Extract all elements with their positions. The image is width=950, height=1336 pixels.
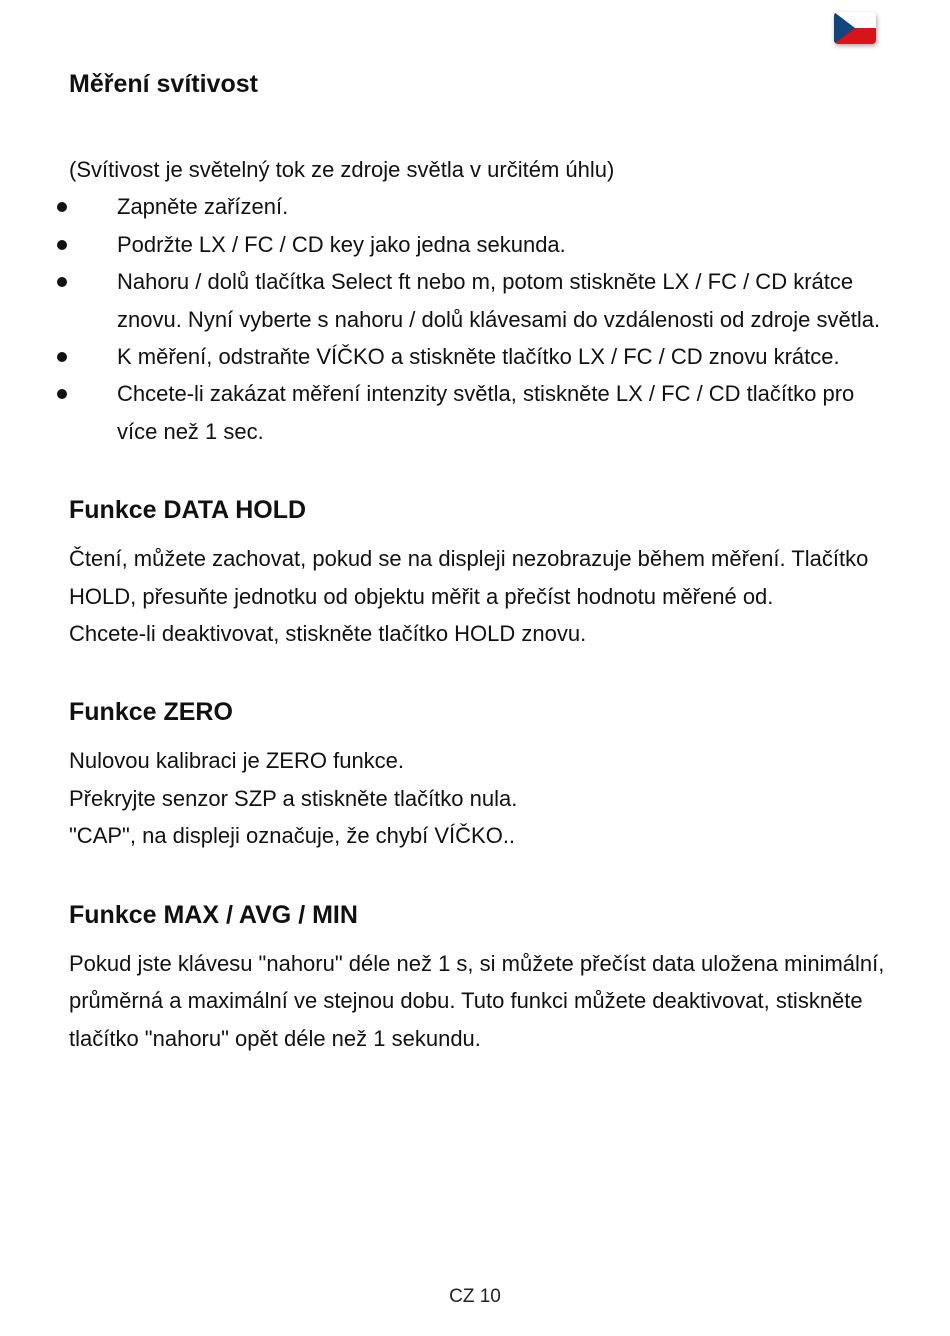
page-number: CZ 10 (449, 1286, 501, 1307)
section-data-hold (69, 490, 889, 652)
list-item (69, 338, 889, 375)
instruction-list (69, 188, 889, 450)
section-title-data-hold: Funkce DATA HOLD (69, 496, 307, 525)
section-max-avg-min (69, 895, 889, 1057)
list-item-text: Podržte LX / FC / CD key jako jedna sekunda. (117, 231, 566, 257)
bullet-icon (57, 240, 67, 250)
czech-flag-icon (834, 12, 876, 44)
section-title-luminous-intensity: Měření svítivost (69, 70, 258, 98)
list-item-text: Zapněte zařízení. (117, 194, 289, 220)
paragraph: Pokud jste klávesu "nahoru" déle než 1 s, si můžete přečíst data uložena minimální, průměrná a maximální ve stejnou dobu. Tuto funkci můžete deaktivovat, stiskněte tlačítko "nahoru" opět déle než 1 sekundu. (69, 950, 885, 1051)
list-item (69, 188, 889, 225)
page-content (69, 64, 889, 1057)
bullet-icon (57, 352, 67, 362)
bullet-icon (57, 389, 67, 399)
section-zero (69, 692, 889, 854)
bullet-icon (57, 277, 67, 287)
paragraph: Chcete-li deaktivovat, stiskněte tlačítko HOLD znovu. (69, 621, 587, 647)
section-title-zero: Funkce ZERO (69, 698, 233, 727)
list-item-text: K měření, odstraňte VÍČKO a stiskněte tlačítko LX / FC / CD znovu krátce. (117, 344, 840, 370)
list-item (69, 263, 889, 338)
paragraph: Překryjte senzor SZP a stiskněte tlačítko nula. (69, 785, 518, 811)
bullet-icon (57, 202, 67, 212)
list-item (69, 375, 889, 450)
czech-flag-graphic (834, 12, 876, 44)
paragraph: "CAP", na displeji označuje, že chybí VÍČKO.. (69, 823, 516, 849)
list-item-text: Chcete-li zakázat měření intenzity světla, stiskněte LX / FC / CD tlačítko pro více než 1 sec. (117, 381, 855, 444)
list-item-text: Nahoru / dolů tlačítka Select ft nebo m, potom stiskněte LX / FC / CD krátce znovu. Nyní vyberte s nahoru / dolů klávesami do vzdálenosti od zdroje světla. (117, 269, 881, 332)
paragraph: Nulovou kalibraci je ZERO funkce. (69, 748, 405, 774)
section-title-max-avg-min: Funkce MAX / AVG / MIN (69, 900, 358, 929)
list-item (69, 226, 889, 263)
intro-text: (Svítivost je světelný tok ze zdroje světla v určitém úhlu) (69, 157, 615, 182)
paragraph: Čtení, můžete zachovat, pokud se na displeji nezobrazuje během měření. Tlačítko HOLD, přesuňte jednotku od objektu měřit a přečíst hodnotu měřené od. (69, 546, 869, 609)
